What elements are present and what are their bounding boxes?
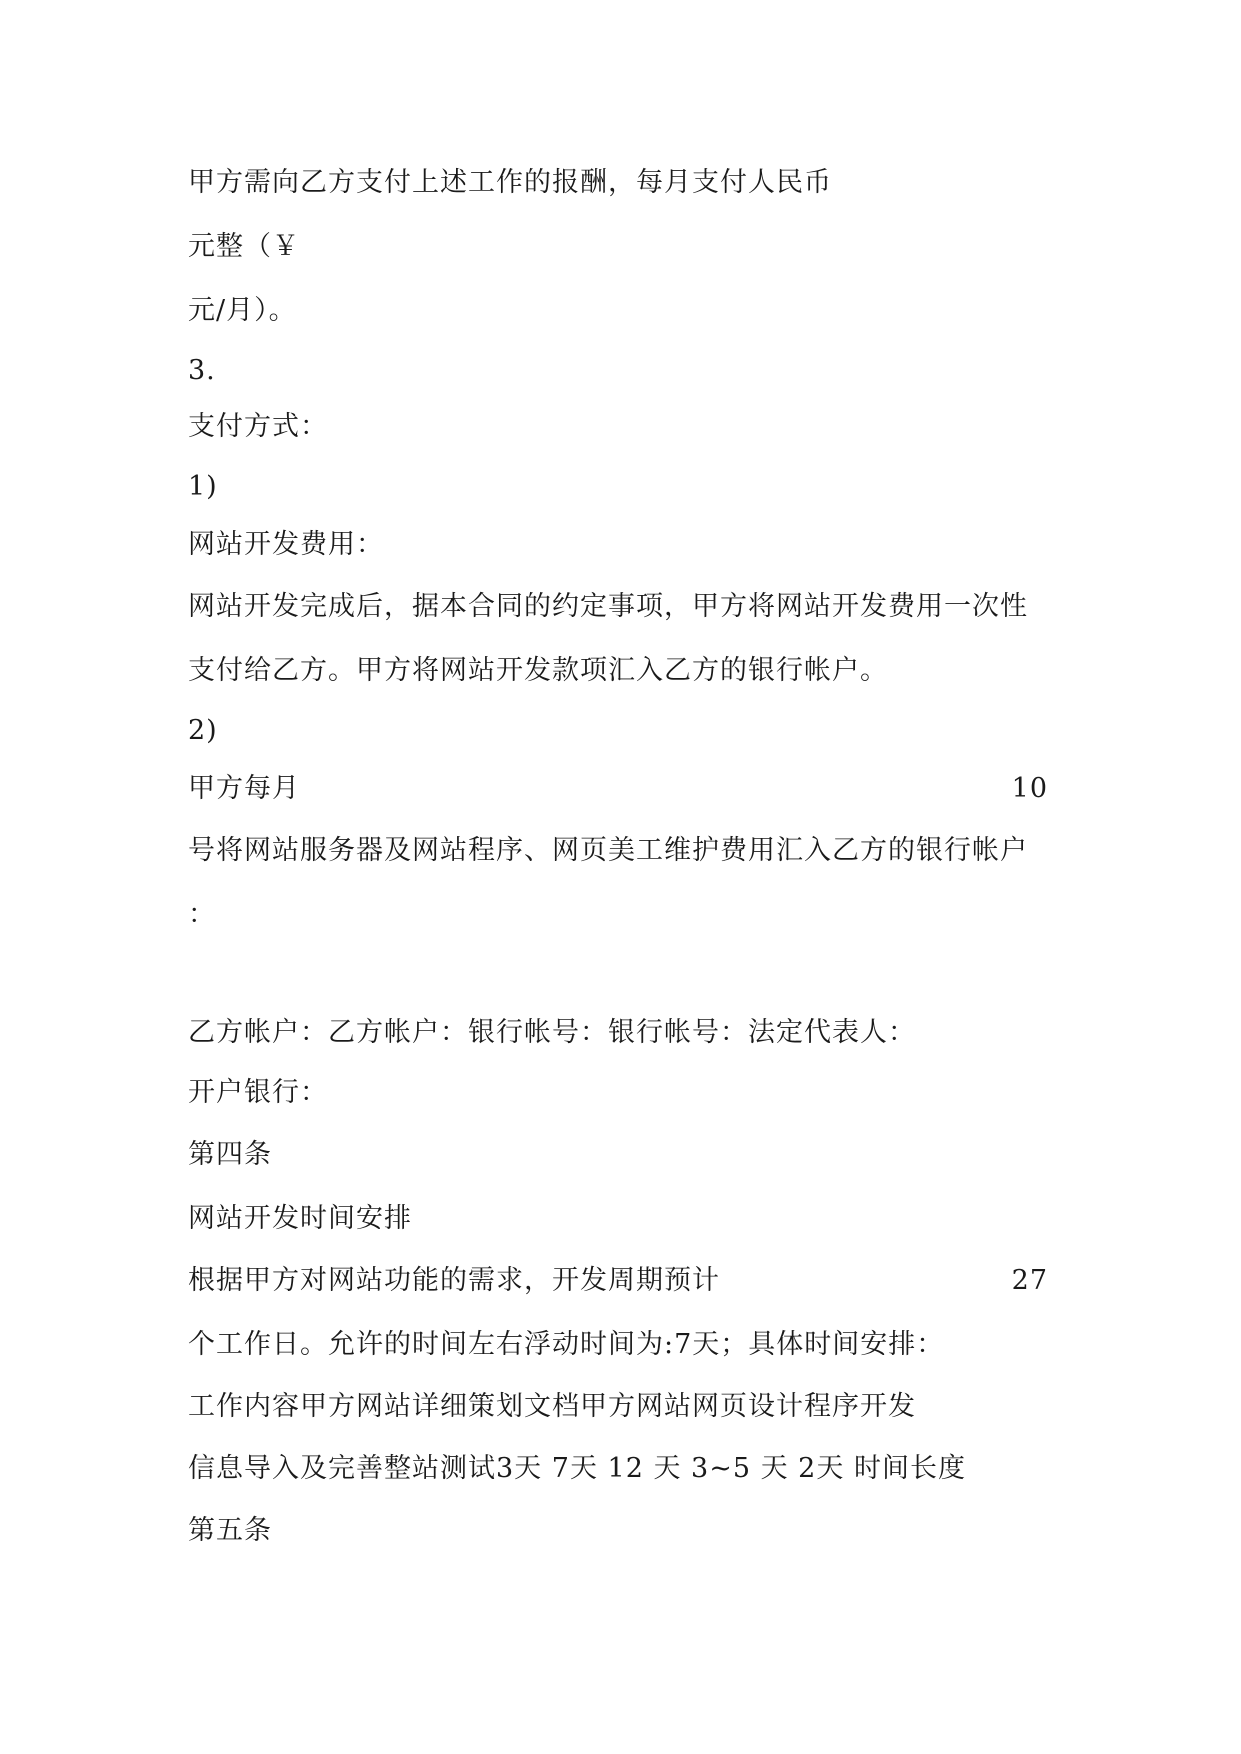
monthly-day-number: 10 [1011,773,1048,804]
paragraph-dev-fee-2: 支付给乙方。甲方将网站开发款项汇入乙方的银行帐户。 [188,655,888,686]
paragraph-monthly-prefix: 甲方每月 [188,773,300,804]
item-planning-doc: 甲方网站详细策划文档 [300,1391,580,1422]
label-bank-account-1: 银行帐号： [468,1017,608,1048]
label-party-b-account-1: 乙方帐户： [188,1017,328,1048]
schedule-row [188,1328,944,1362]
article-five-heading: 第五条 [188,1515,272,1546]
label-work-content: 工作内容 [188,1391,300,1422]
paragraph-amount-per-month: 元/月）。 [188,295,297,326]
section-number-3: 3. [188,355,216,386]
text-time-arrangement: 间安排： [832,1329,945,1360]
paragraph-payment-monthly: 甲方需向乙方支付上述工作的报酬，每月支付人民币 [188,167,832,198]
paragraph-float-time: 个工作日。允许的时间左右浮动时间为:7 [188,1329,693,1360]
colon-mark: ： [188,899,216,930]
account-label-row [188,1016,916,1050]
article-four-heading: 第四条 [188,1139,272,1170]
paragraph-dev-fee-1: 网站开发完成后，据本合同的约定事项，甲方将网站开发费用一次性 [188,591,1028,622]
label-legal-representative: 法定代表人： [748,1017,916,1048]
text-days-specific: 天；具体时 [692,1329,833,1360]
paragraph-info-import-durations: 信息导入及完善整站测试3天 7天 12 天 3~5 天 2天 时间长度 [188,1453,966,1484]
paragraph-dev-period: 根据甲方对网站功能的需求，开发周期预计 [188,1265,720,1296]
heading-payment-method: 支付方式： [188,411,328,442]
paragraph-amount-yuan: 元整（￥ [188,231,300,262]
heading-dev-fee: 网站开发费用： [188,529,384,560]
dev-period-days: 27 [1011,1265,1048,1296]
label-party-b-account-2: 乙方帐户： [328,1017,468,1048]
item-number-1: 1) [188,471,218,502]
label-opening-bank: 开户银行： [188,1077,328,1108]
paragraph-maintenance-fee: 号将网站服务器及网站程序、网页美工维护费用汇入乙方的银行帐户 [188,835,1028,866]
item-page-design: 甲方网站网页设计 [580,1391,804,1422]
label-bank-account-2: 银行帐号： [608,1017,748,1048]
work-content-row [188,1390,916,1424]
item-program-dev: 程序开发 [804,1391,916,1422]
heading-dev-schedule: 网站开发时间安排 [188,1203,412,1234]
item-number-2: 2) [188,715,218,746]
